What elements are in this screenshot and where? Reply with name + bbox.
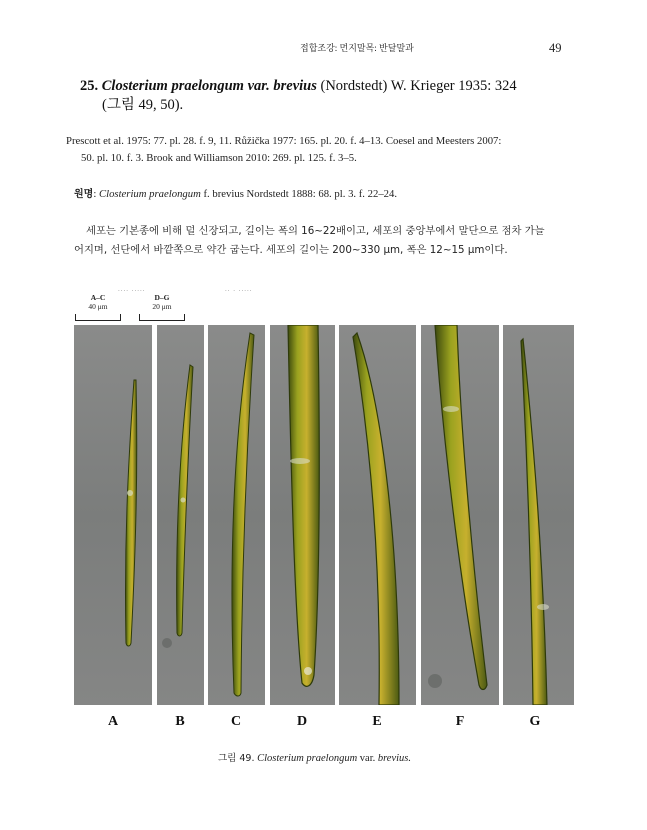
caption-species: Closterium praelongum: [257, 753, 358, 764]
scale-bar-line: [75, 314, 121, 321]
scale-bar-d-g: [139, 293, 185, 323]
panel-label-d: D: [296, 714, 308, 729]
scale-bar-label: A–C: [90, 293, 106, 302]
figure-caption: [218, 750, 411, 764]
figure-reference: (그림 49, 50).: [102, 97, 184, 113]
panel-label-b: B: [175, 714, 185, 729]
species-authority: (Nordstedt) W. Krieger 1935: 324: [320, 78, 517, 94]
caption-prefix: 그림 49.: [218, 753, 255, 764]
references: [66, 133, 586, 167]
scale-bar-line: [139, 314, 185, 321]
running-head: 접합조강: 먼지말목: 반달말과: [300, 43, 414, 53]
description-line-1: 세포는 기본종에 비해 덜 신장되고, 길이는 폭의 16~22배이고, 세포의 중앙부에서 말단으로 점차 가늘: [86, 225, 545, 237]
micrograph-panel-f: [421, 325, 499, 705]
description-line-2: 어지며, 선단에서 바깥쪽으로 약간 굽는다. 세포의 길이는 200~330 μm, 폭은 12~15 μm이다.: [74, 244, 508, 256]
basionym: 원명: Closterium praelongum f. brevius Nordstedt 1888: 68. pl. 3. f. 22–24.: [74, 188, 398, 200]
basionym-name: Closterium praelongum: [98, 188, 201, 200]
panel-label-g: G: [529, 714, 541, 729]
panel-label-c: C: [230, 714, 242, 729]
description: [74, 222, 579, 260]
panel-label-e: E: [372, 714, 382, 729]
scan-artifact: .. . .....: [225, 285, 253, 293]
species-title: [80, 77, 580, 115]
panel-label-f: F: [455, 714, 465, 729]
species-number: 25.: [80, 78, 99, 94]
species-name: Closterium praelongum var. brevius: [101, 78, 317, 94]
scale-bar-value: 40 μm: [88, 302, 108, 311]
caption-epithet: brevius.: [377, 753, 412, 764]
references-line-1: Prescott et al. 1975: 77. pl. 28. f. 9, 11. Růžička 1977: 165. pl. 20. f. 4–13. Coesel and Meesters 2007:: [66, 135, 502, 147]
basionym-label: 원명: [74, 189, 94, 200]
panel-label-a: A: [107, 714, 119, 729]
scale-bar-label: D–G: [154, 293, 170, 302]
basionym-rest: f. brevius Nordstedt 1888: 68. pl. 3. f. 22–24.: [203, 188, 398, 200]
caption-var: var.: [359, 753, 376, 764]
references-line-2: 50. pl. 10. f. 3. Brook and Williamson 2010: 269. pl. 125. f. 3–5.: [81, 152, 357, 164]
micrograph-panel-d: [270, 325, 335, 705]
micrograph-panel-g: [503, 325, 574, 705]
micrograph-panel-a: [74, 325, 152, 705]
micrograph-panel-c: [208, 325, 265, 705]
micrograph-panel-b: [157, 325, 204, 705]
micrograph-panel-e: [339, 325, 416, 705]
page-number: 49: [549, 41, 562, 55]
scale-bar-value: 20 μm: [152, 302, 172, 311]
scan-artifact: .... .....: [118, 285, 146, 293]
scale-bar-a-c: [75, 293, 121, 323]
